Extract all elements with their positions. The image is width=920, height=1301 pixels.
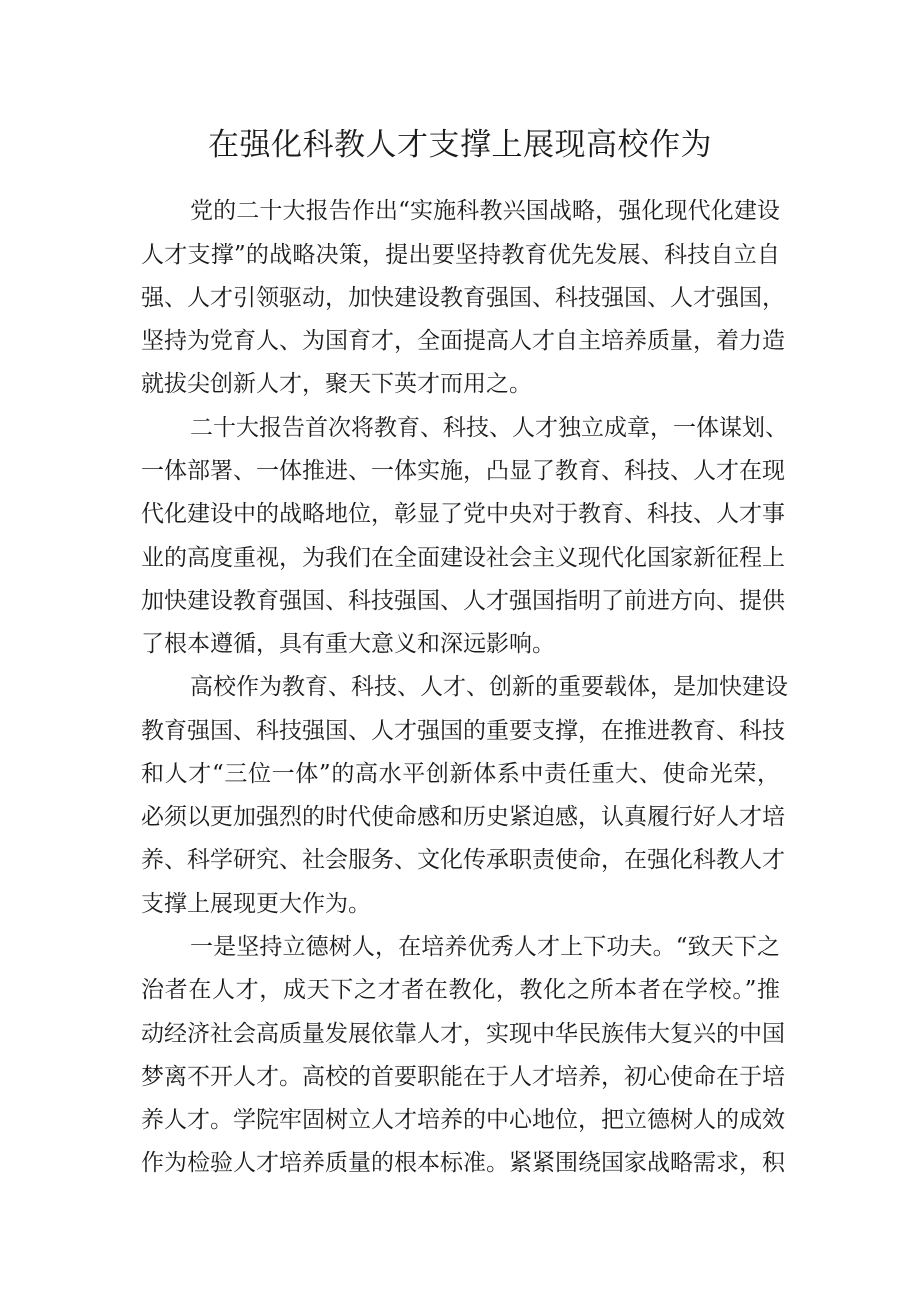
paragraph-line: 加快建设教育强国、科技强国、人才强国指明了前进方向、提供 bbox=[141, 588, 785, 614]
paragraph-line: 治者在人才，成天下之才者在教化，教化之所本者在学校。”推 bbox=[141, 977, 780, 1003]
paragraph-line: 了根本遵循，具有重大意义和深远影响。 bbox=[141, 631, 555, 657]
paragraph-line: 养、科学研究、社会服务、文化传承职责使命，在强化科教人才 bbox=[141, 847, 785, 873]
paragraph-line: 高校作为教育、科技、人才、创新的重要载体，是加快建设 bbox=[190, 674, 788, 700]
paragraph-line: 养人才。学院牢固树立人才培养的中心地位，把立德树人的成效 bbox=[141, 1107, 785, 1133]
document-title: 在强化科教人才支撑上展现高校作为 bbox=[208, 127, 712, 163]
paragraph-line: 业的高度重视，为我们在全面建设社会主义现代化国家新征程上 bbox=[141, 545, 785, 571]
paragraph-line: 坚持为党育人、为国育才，全面提高人才自主培养质量，着力造 bbox=[141, 328, 785, 354]
paragraph-line: 梦离不开人才。高校的首要职能在于人才培养，初心使命在于培 bbox=[141, 1064, 785, 1090]
paragraph-line: 一体部署、一体推进、一体实施，凸显了教育、科技、人才在现 bbox=[141, 458, 785, 484]
paragraph-line: 教育强国、科技强国、人才强国的重要支撑，在推进教育、科技 bbox=[141, 718, 785, 744]
paragraph-line: 支撑上展现更大作为。 bbox=[141, 891, 371, 917]
paragraph-line: 就拔尖创新人才，聚天下英才而用之。 bbox=[141, 371, 532, 397]
paragraph-line: 代化建设中的战略地位，彰显了党中央对于教育、科技、人才事 bbox=[141, 501, 785, 527]
paragraph-line: 和人才“三位一体”的高水平创新体系中责任重大、使命光荣， bbox=[141, 761, 780, 787]
paragraph-line: 动经济社会高质量发展依靠人才，实现中华民族伟大复兴的中国 bbox=[141, 1021, 785, 1047]
paragraph-line: 人才支撑”的战略决策，提出要坚持教育优先发展、科技自立自 bbox=[141, 242, 780, 268]
paragraph-line: 必须以更加强烈的时代使命感和历史紧迫感，认真履行好人才培 bbox=[141, 804, 785, 830]
paragraph-line: 强、人才引领驱动，加快建设教育强国、科技强国、人才强国， bbox=[141, 285, 785, 311]
paragraph-line: 一是坚持立德树人，在培养优秀人才上下功夫。“致天下之 bbox=[190, 934, 780, 960]
paragraph-line: 作为检验人才培养质量的根本标准。紧紧围绕国家战略需求，积 bbox=[141, 1150, 785, 1176]
paragraph-line: 二十大报告首次将教育、科技、人才独立成章，一体谋划、 bbox=[190, 415, 788, 441]
paragraph-line: 党的二十大报告作出“实施科教兴国战略，强化现代化建设 bbox=[190, 198, 780, 224]
